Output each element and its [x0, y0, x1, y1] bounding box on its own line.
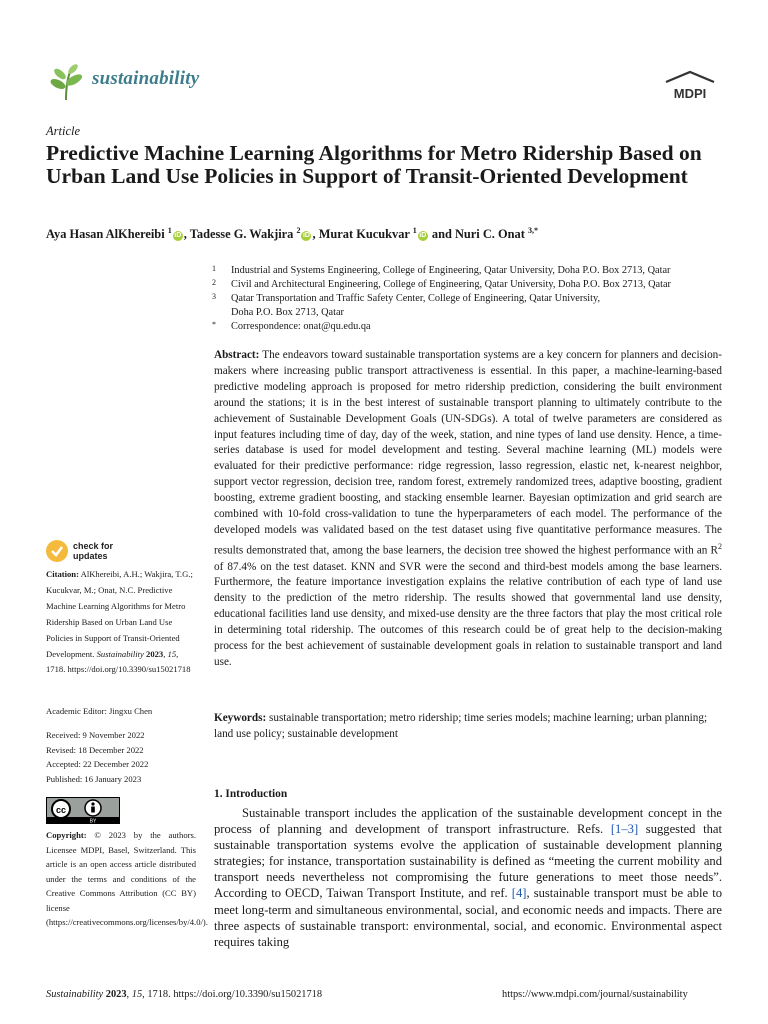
svg-text:BY: BY — [89, 818, 97, 823]
copyright-text: © 2023 by the authors. Licensee MDPI, Basel, Switzerland. This article is an open access article distributed under the terms and conditions of the Creative Commons Attribution (CC BY) license (https://creativecommons.org/licenses/by/4.0/). — [46, 830, 208, 927]
check-updates-line2: updates — [73, 551, 108, 561]
footer-journal: Sustainability — [46, 989, 104, 1000]
citation-year: 2023 — [146, 648, 164, 659]
affiliation-text: Doha P.O. Box 2713, Qatar — [231, 307, 344, 318]
citation-label: Citation: — [46, 569, 79, 579]
citation: Citation: AlKhereibi, A.H.; Wakjira, T.G.; Kucukvar, M.; Onat, N.C. Predictive Machine Learning Algorithms for Metro Ridership Based on Urban Land Use Policies in Support of Transit-Oriented Development. Sustainability 2023, 15, 1718. https://doi.org/10.3390/su15021718 — [46, 569, 193, 675]
citation-doi[interactable]: , 1718. https://doi.org/10.3390/su15021718 — [46, 648, 191, 675]
footer-volume: 15 — [131, 989, 143, 1000]
affiliation-item — [212, 320, 732, 334]
abstract-text: The endeavors toward sustainable transportation systems are a key concern for planners and decision-makers where increasing public transport attractiveness is essential. In this paper, a machine-learning-based predictive modeling approach is proposed for metro ridership prediction, considering the built environment around the stations; it is in the best interest of sustainable transport planning to ultimately contribute to the achievement of Sustainable Development Goals (UN-SDGs). A total of twelve parameters are considered as input features including time of day, day of the week, station, and nine types of land use density. Hence, a time-series database is used for model development and testing. Several machine learning (ML) models were evaluated for their predictive performance: ridge regression, lasso regression, elastic net, k-nearest neighbor, support vector regression, decision tree, random forest, extremely randomized trees, adaptive boosting, gradient boosting, extreme gradient boosting, and stacking ensemble learner. Bayesian optimization and grid search are combined with 10-fold cross-validation to tune the hyperparameters of each model. The performance of the developed models was validated based on the test dataset using five quantitative performance measures. The results demonstrated that, among the base learners, the decision tree showed the highest performance with an R — [214, 349, 722, 557]
affiliations — [212, 264, 732, 334]
section-heading-introduction: 1. Introduction — [214, 788, 288, 800]
footer-citation: Sustainability 2023, 15, 1718. https://doi.org/10.3390/su15021718 — [46, 989, 323, 1000]
introduction-paragraph — [214, 805, 722, 950]
affiliation-text: Qatar Transportation and Traffic Safety Center, College of Engineering, Qatar University, — [231, 293, 601, 304]
reference-link[interactable]: [4] — [511, 886, 527, 901]
citation-text: AlKhereibi, A.H.; Wakjira, T.G.; Kucukvar, M.; Onat, N.C. Predictive Machine Learning Algorithms for Metro Ridership Based on Urban Land Use Policies in Support of Transit-Oriented Development. — [46, 569, 193, 659]
orcid-icon[interactable]: iD — [174, 232, 182, 240]
paper-title: Predictive Machine Learning Algorithms for Metro Ridership Based on Urban Land Use Policies in Support of Transit-Oriented Development — [46, 141, 702, 188]
svg-text:MDPI: MDPI — [673, 86, 707, 101]
abstract — [214, 348, 722, 671]
affiliation-item — [212, 264, 732, 278]
affiliation-text: Correspondence: onat@qu.edu.qa — [231, 321, 371, 332]
author-list — [46, 226, 736, 242]
intro-text-1: Sustainable transport includes the application of the sustainable development concept in the process of planning and development of transport infrastructure. Refs. — [214, 806, 722, 837]
author-separator: , — [183, 227, 190, 242]
intro-text-3: , sustainable transport must be able to meet long-term and simultaneous environmental, social, and economic needs and impacts. There are three aspects of sustainable transport: environmental, social, and economic. Environmental aspect requires taking — [214, 886, 722, 949]
citation-volume: 15 — [167, 648, 177, 659]
r2-superscript: 2 — [718, 541, 722, 551]
affiliation-mark: 3 — [212, 292, 216, 301]
author-name: Aya Hasan AlKhereibi — [46, 227, 165, 242]
affiliation-text: Civil and Architectural Engineering, College of Engineering, Qatar University, Doha P.O. Box 2713, Qatar — [231, 279, 671, 290]
mdpi-logo-icon — [662, 70, 718, 102]
affiliation-item — [212, 278, 732, 292]
orcid-icon[interactable]: iD — [302, 232, 310, 240]
abstract-text-cont: of 87.4% on the test dataset. KNN and SVR were the second and third-best models among the base learners. Furthermore, the feature importance investigation explains the relative contribution of each type of land use density to the prediction of the metro ridership. The results showed that governmental land use density, educational facilities land use density, and mixed-use density are the three factors that play the most critical role in determining total ridership. The outcomes of this research could be of great help to the decision-making process for the best achievement of sustainable development goals in relation to sustainable transport and land use. — [214, 560, 722, 668]
check-updates-icon — [46, 540, 68, 562]
svg-text:cc: cc — [55, 805, 67, 815]
affiliation-mark: 1 — [212, 264, 216, 273]
affiliation-mark: 2 — [212, 278, 216, 287]
author-affiliation-mark: 1 — [167, 226, 172, 235]
keywords-label: Keywords: — [214, 712, 267, 724]
journal-name: sustainability — [92, 68, 200, 89]
intro-text-2: suggested that sustainable transportation systems evolve the application of sustainable development planning strategies; for instance, transportation sustainability is defined as “meeting the current mobility and transport needs nevertheless not compromising the future generations to meet those needs”. According to OECD, Taiwan Transport Institute, and ref. — [214, 822, 722, 901]
affiliation-item — [212, 292, 732, 306]
affiliation-mark: * — [212, 320, 216, 329]
copyright-label: Copyright: — [46, 830, 87, 840]
affiliation-text: Industrial and Systems Engineering, College of Engineering, Qatar University, Doha P.O. Box 2713, Qatar — [231, 265, 671, 276]
article-type: Article — [46, 124, 81, 138]
reference-link[interactable]: [1–3] — [610, 822, 639, 837]
keywords-text: sustainable transportation; metro ridership; time series models; machine learning; urban planning; land use policy; sustainable development — [214, 712, 708, 740]
author-affiliation-mark: 3,* — [527, 226, 538, 235]
author-affiliation-mark: 1 — [412, 226, 417, 235]
check-updates-line1: check for — [73, 541, 114, 551]
author-name: Nuri C. Onat — [454, 227, 525, 242]
author-name: Tadesse G. Wakjira — [189, 227, 294, 242]
date-accepted: Accepted: 22 December 2022 — [46, 759, 149, 769]
affiliation-item — [212, 306, 732, 320]
date-received: Received: 9 November 2022 — [46, 730, 145, 740]
author-separator: and — [428, 227, 455, 242]
date-revised: Revised: 18 December 2022 — [46, 744, 144, 755]
author-name: Murat Kucukvar — [318, 227, 410, 242]
orcid-icon[interactable]: iD — [419, 232, 427, 240]
cc-by-license-badge[interactable] — [46, 797, 120, 824]
footer-year: 2023 — [105, 989, 127, 1000]
abstract-label: Abstract: — [214, 349, 260, 361]
copyright-notice — [46, 828, 208, 930]
date-published: Published: 16 January 2023 — [46, 773, 142, 784]
publication-dates — [46, 728, 148, 786]
author-separator: , — [312, 227, 319, 242]
academic-editor: Academic Editor: Jingxu Chen — [46, 706, 153, 716]
keywords — [214, 711, 722, 743]
journal-leaf-icon — [46, 62, 86, 102]
check-for-updates-button[interactable] — [46, 540, 166, 568]
citation-journal: Sustainability — [96, 648, 144, 659]
footer-journal-url[interactable]: https://www.mdpi.com/journal/sustainability — [502, 989, 688, 1000]
author-affiliation-mark: 2 — [296, 226, 301, 235]
footer-doi[interactable]: , 1718. https://doi.org/10.3390/su15021718 — [142, 989, 323, 1000]
